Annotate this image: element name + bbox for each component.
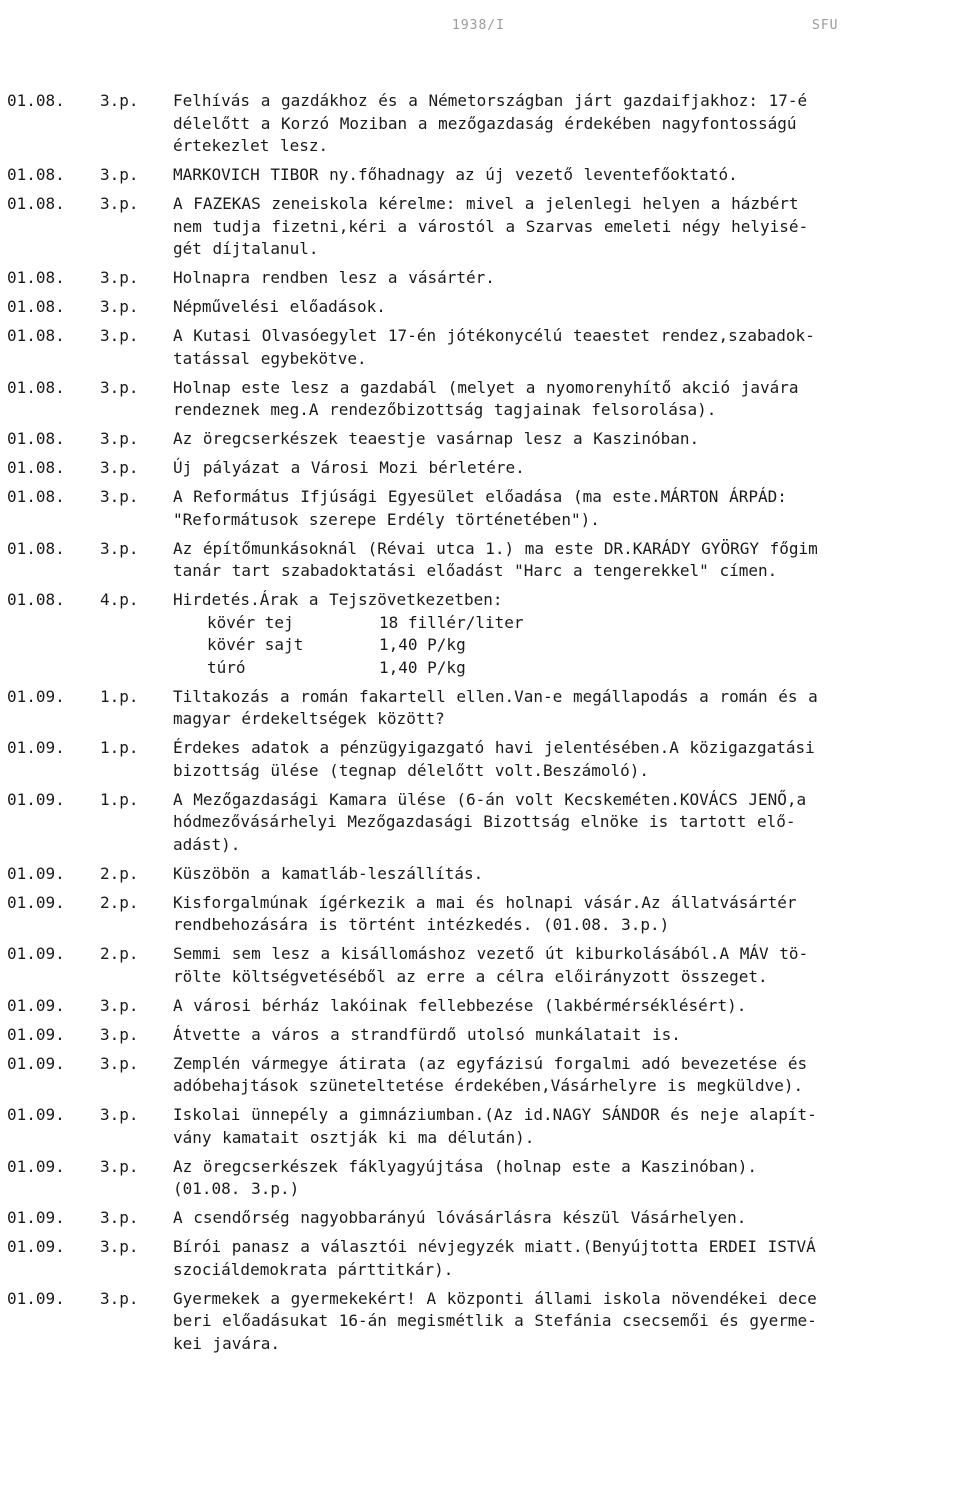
entry-date: 01.09. (7, 1208, 65, 1227)
entry-text: Gyermekek a gyermekekért! A központi állami iskola növendékei dece beri előadásukat 16-án megismétlik a Stefánia csecsemői és gyerme- kei javára. (173, 1288, 817, 1353)
list-item (0, 892, 960, 937)
entry-date: 01.09. (7, 1053, 65, 1073)
entry-text: Népművelési előadások. (173, 297, 386, 316)
entry-date: 01.08. (7, 165, 65, 184)
entry-text: Felhívás a gazdákhoz és a Németországban járt gazdaifjakhoz: 17-é délelőtt a Korzó Moziban a mezőgazdaság érdekében nagyfontosságú értekezlet lesz. (173, 91, 808, 155)
entry-date: 01.09. (7, 1105, 65, 1124)
entry-date: 01.09. (7, 686, 65, 706)
list-item (0, 267, 960, 290)
entry-date: 01.09. (7, 738, 65, 757)
entry-text: Zemplén vármegye átirata (az egyfázisú forgalmi adó bevezetése és adóbehajtások szüneteltetése érdekében,Vásárhelyre is megküldve). (173, 1053, 808, 1095)
entry-list (0, 90, 960, 1362)
entry-page: 3.p. (100, 995, 139, 1015)
list-item (0, 789, 960, 857)
entry-page: 3.p. (100, 458, 139, 477)
entry-text: Új pályázat a Városi Mozi bérletére. (173, 458, 525, 477)
entry-text: Az öregcserkészek fáklyagyújtása (holnap este a Kaszinóban). (01.08. 3.p.) (173, 1156, 757, 1198)
entry-page: 3.p. (100, 1024, 139, 1044)
entry-page: 3.p. (100, 165, 139, 184)
list-item (0, 486, 960, 531)
list-item (0, 863, 960, 886)
price-row (207, 612, 524, 635)
entry-date: 01.08. (7, 429, 65, 448)
entry-text: Iskolai ünnepély a gimnáziumban.(Az id.NAGY SÁNDOR és neje alapít- vány kamatait osztják ki ma délután). (173, 1105, 817, 1147)
entry-page: 1.p. (100, 738, 139, 757)
entry-text: A Mezőgazdasági Kamara ülése (6-án volt Kecskeméten.KOVÁCS JENŐ,a hódmezővásárhelyi Mezőgazdasági Bizottság elnöke is tartott elő- adást). (173, 789, 807, 854)
entry-page: 2.p. (100, 944, 139, 963)
entry-text: Az öregcserkészek teaestje vasárnap lesz a Kaszinóban. (173, 429, 700, 448)
header-stamp-mark: SFU (812, 18, 839, 33)
price-value: 1,40 P/kg (379, 635, 466, 654)
entry-date: 01.09. (7, 892, 65, 912)
entry-date: 01.09. (7, 1156, 65, 1176)
entry-date: 01.08. (7, 194, 65, 213)
list-item (0, 995, 960, 1018)
list-item (0, 686, 960, 731)
list-item (0, 1288, 960, 1356)
entry-text: Tiltakozás a román fakartell ellen.Van-e megállapodás a román és a magyar érdekeltségek között? (173, 686, 818, 728)
entry-page: 3.p. (100, 268, 139, 287)
entry-page: 3.p. (100, 1105, 139, 1124)
entry-text: Semmi sem lesz a kisállomáshoz vezető út kiburkolásából.A MÁV tö- rölte költségvetéséből az erre a célra előirányzott összeget. (173, 944, 809, 986)
entry-date: 01.08. (7, 91, 65, 110)
entry-date: 01.09. (7, 789, 65, 809)
entry-text: A FAZEKAS zeneiskola kérelme: mivel a jelenlegi helyen a házbért nem tudja fizetni,kéri a várostól a Szarvas emeleti négy helyisé- gét díjtalanul. (173, 194, 809, 258)
entry-page: 3.p. (100, 194, 139, 213)
entry-page: 4.p. (100, 590, 139, 609)
list-item (0, 164, 960, 187)
list-item (0, 1236, 960, 1281)
entry-page: 3.p. (100, 326, 139, 345)
list-item (0, 428, 960, 451)
entry-page: 3.p. (100, 377, 139, 397)
entry-text: A városi bérház lakóinak fellebbezése (lakbérmérséklésért). (173, 995, 747, 1015)
entry-page: 3.p. (100, 91, 139, 110)
entry-date: 01.08. (7, 487, 65, 506)
list-item (0, 296, 960, 319)
price-row (207, 657, 524, 680)
list-item (0, 538, 960, 583)
entry-date: 01.09. (7, 995, 65, 1015)
entry-page: 1.p. (100, 789, 139, 809)
entry-text: Érdekes adatok a pénzügyigazgató havi jelentésében.A közigazgatási bizottság ülése (tegnap délelőtt volt.Beszámoló). (173, 738, 815, 780)
entry-page: 1.p. (100, 686, 139, 706)
entry-text: Holnap este lesz a gazdabál (melyet a nyomorenyhítő akció javára rendeznek meg.A rendezőbizottság tagjainak felsorolása). (173, 377, 799, 419)
entry-text: Átvette a város a strandfürdő utolsó munkálatait is. (173, 1024, 681, 1044)
entry-text: MARKOVICH TIBOR ny.főhadnagy az új vezető leventefőoktató. (173, 165, 738, 184)
list-item (0, 193, 960, 261)
entry-date: 01.08. (7, 297, 65, 316)
price-table (207, 612, 524, 680)
list-item (0, 90, 960, 158)
entry-page: 3.p. (100, 1237, 139, 1256)
entry-date: 01.08. (7, 538, 65, 558)
entry-page: 2.p. (100, 892, 139, 912)
entry-date: 01.09. (7, 944, 65, 963)
header-archive-mark: 1938/I (452, 18, 505, 33)
entry-page: 3.p. (100, 487, 139, 506)
list-item (0, 589, 960, 679)
list-item (0, 1053, 960, 1098)
entry-text: Bírói panasz a választói névjegyzék miatt.(Benyújtotta ERDEI ISTVÁ szociáldemokrata párttitkár). (173, 1237, 816, 1279)
list-item (0, 457, 960, 480)
list-item (0, 1207, 960, 1230)
entry-page: 3.p. (100, 1053, 139, 1073)
entry-text: A csendőrség nagyobbarányú lóvásárlásra készül Vásárhelyen. (173, 1208, 747, 1227)
entry-page: 3.p. (100, 1156, 139, 1176)
price-value: 1,40 P/kg (379, 657, 466, 677)
entry-date: 01.08. (7, 326, 65, 345)
entry-text: A Kutasi Olvasóegylet 17-én jótékonycélú teaestet rendez,szabadok- tatással egybekötve. (173, 326, 815, 368)
entry-page: 2.p. (100, 863, 139, 883)
entry-page: 3.p. (100, 429, 139, 448)
entry-date: 01.09. (7, 1024, 65, 1044)
price-item: túró (207, 657, 246, 677)
list-item (0, 1104, 960, 1149)
entry-text: Hirdetés.Árak a Tejszövetkezetben: (173, 590, 503, 609)
entry-page: 3.p. (100, 1208, 139, 1227)
entry-page: 3.p. (100, 538, 139, 558)
list-item (0, 325, 960, 370)
entry-date: 01.09. (7, 1237, 65, 1256)
entry-date: 01.09. (7, 1288, 65, 1308)
price-row (207, 634, 524, 657)
entry-text: Az építőmunkásoknál (Révai utca 1.) ma este DR.KARÁDY GYÖRGY főgim tanár tart szabadoktatási előadást "Harc a tengerekkel" címen. (173, 538, 818, 580)
entry-text: Kisforgalmúnak ígérkezik a mai és holnapi vásár.Az állatvásártér rendbehozására is történt intézkedés. (01.08. 3.p.) (173, 892, 797, 934)
price-item: kövér sajt (207, 635, 304, 654)
price-value: 18 fillér/liter (379, 612, 524, 632)
price-item: kövér tej (207, 612, 294, 632)
list-item (0, 377, 960, 422)
entry-page: 3.p. (100, 297, 139, 316)
page-header (0, 14, 960, 38)
list-item (0, 1156, 960, 1201)
entry-date: 01.08. (7, 458, 65, 477)
entry-date: 01.08. (7, 268, 65, 287)
list-item (0, 1024, 960, 1047)
entry-date: 01.08. (7, 377, 65, 397)
entry-text: A Református Ifjúsági Egyesület előadása (ma este.MÁRTON ÁRPÁD: "Reformátusok szerepe Erdély történetében"). (173, 487, 787, 529)
entry-date: 01.09. (7, 863, 65, 883)
list-item (0, 943, 960, 988)
entry-date: 01.08. (7, 590, 65, 609)
entry-text: Küszöbön a kamatláb-leszállítás. (173, 863, 484, 883)
entry-text: Holnapra rendben lesz a vásártér. (173, 268, 495, 287)
entry-page: 3.p. (100, 1288, 139, 1308)
list-item (0, 737, 960, 782)
